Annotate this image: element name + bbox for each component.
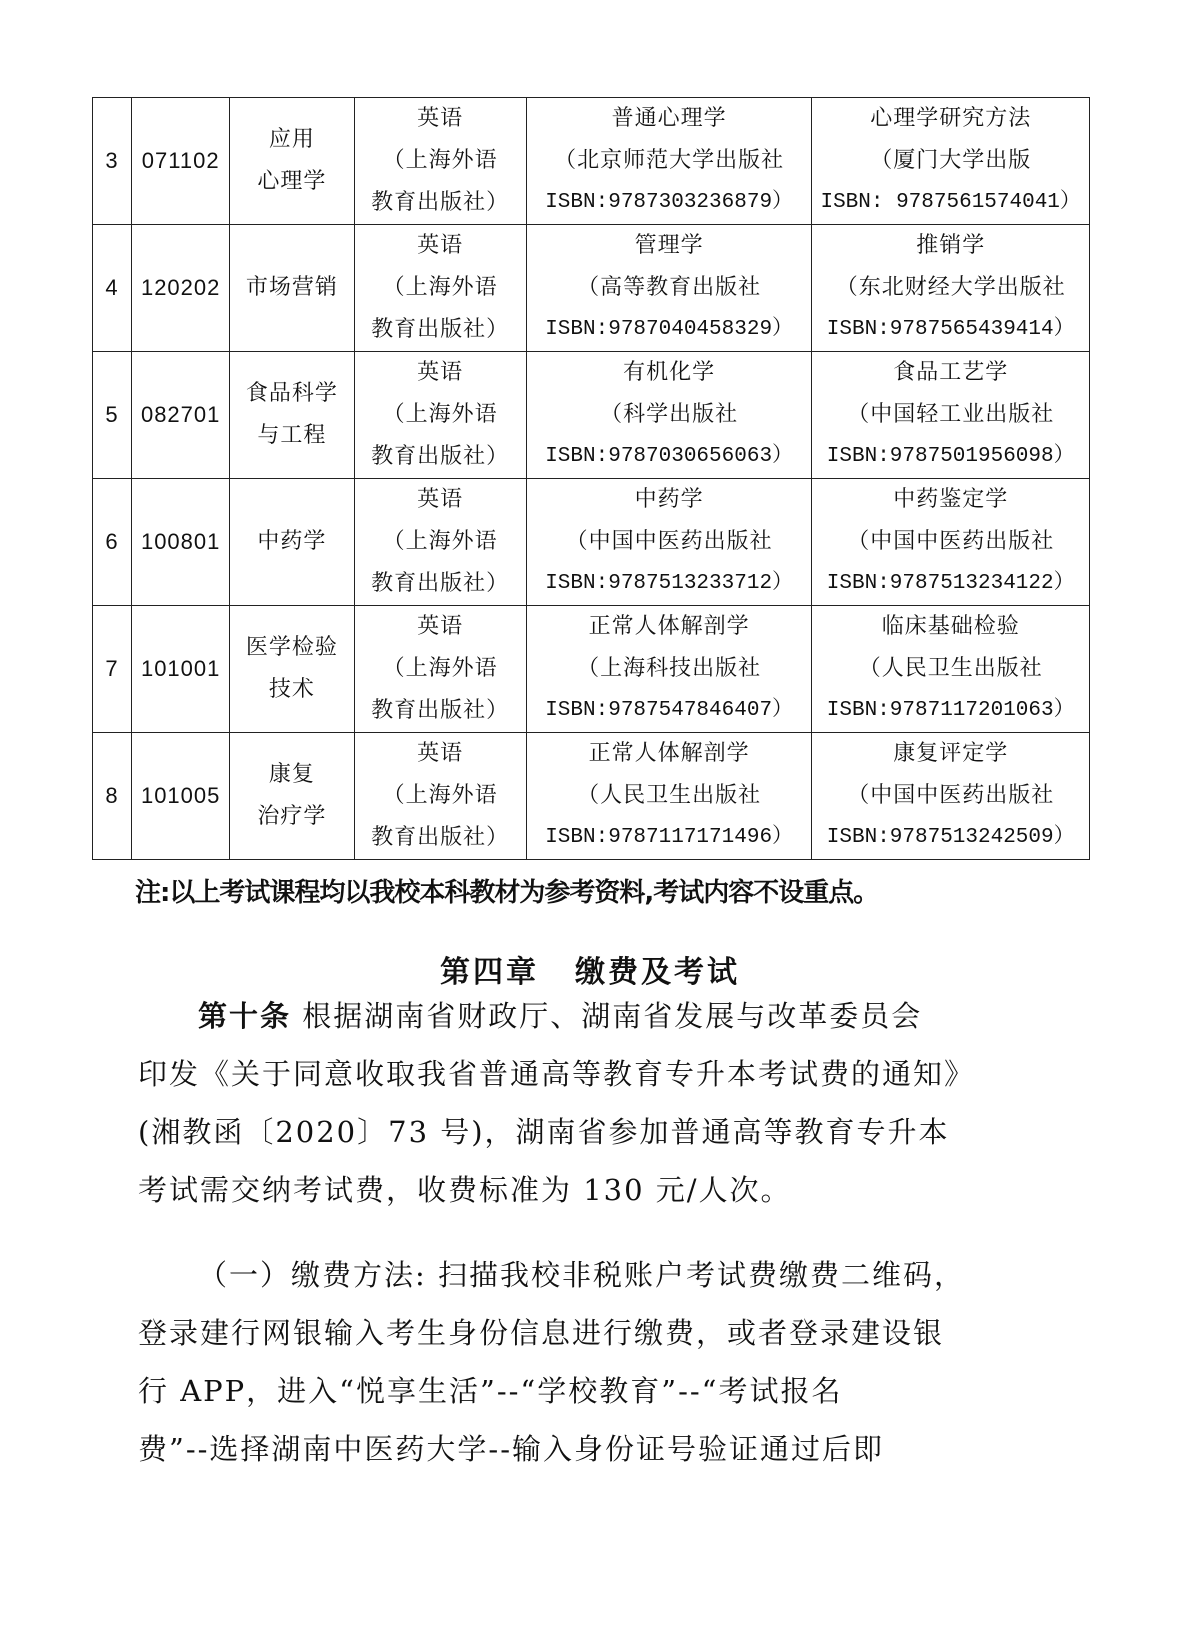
major-code-cell: 101005 xyxy=(132,733,230,860)
cell-text-line: ISBN:9787501956098） xyxy=(826,445,1075,468)
cell-text-line: ISBN: 9787561574041） xyxy=(820,191,1081,214)
table-row xyxy=(93,98,1090,225)
table-row xyxy=(93,733,1090,860)
cell-text-line: 临床基础检验 xyxy=(881,614,1020,639)
cell-text-line: ISBN:9787117201063） xyxy=(826,699,1075,722)
cell-text-line: ISBN:9787565439414） xyxy=(826,318,1075,341)
cell-text-line: ISBN:9787117171496） xyxy=(545,826,794,849)
cell-text-line: ISBN:9787513233712） xyxy=(545,572,794,595)
chapter-heading xyxy=(0,947,1180,991)
cell-text-line: （中国中医药出版社 xyxy=(847,529,1055,554)
cell-text-line: ISBN:9787513242509） xyxy=(826,826,1075,849)
row-number-cell: 5 xyxy=(93,352,132,479)
article-label: 第十条 xyxy=(198,999,292,1033)
course-2-cell xyxy=(526,225,812,352)
chapter-title: 缴费及考试 xyxy=(575,955,740,990)
cell-text-line: 普通心理学 xyxy=(611,106,727,131)
cell-text-line: 市场营销 xyxy=(245,275,338,300)
cell-text-line: 中药学 xyxy=(634,487,704,512)
cell-text-line: 中药学 xyxy=(257,529,327,554)
payment-line-3: 行 APP，进入“悦享生活”--“学校教育”--“考试报名 xyxy=(138,1374,843,1408)
payment-line-4: 费”--选择湖南中医药大学--输入身份证号验证通过后即 xyxy=(138,1432,885,1466)
payment-line-1: （一）缴费方法: 扫描我校非税账户考试费缴费二维码， xyxy=(198,1258,965,1292)
article-10-text-1: 根据湖南省财政厅、湖南省发展与改革委员会 xyxy=(302,999,923,1033)
course-table xyxy=(92,97,1090,860)
course-1-cell xyxy=(354,98,526,225)
cell-text-line: （上海外语 xyxy=(382,656,498,681)
row-number-cell: 3 xyxy=(93,98,132,225)
chapter-number: 第四章 xyxy=(440,955,539,990)
course-2-cell xyxy=(526,352,812,479)
table-row xyxy=(93,225,1090,352)
cell-text-line: 英语 xyxy=(417,360,464,385)
cell-text-line: 康复评定学 xyxy=(893,741,1009,766)
cell-text-line: 教育出版社） xyxy=(371,317,510,342)
cell-text-line: 有机化学 xyxy=(623,360,716,385)
cell-text-line: （东北财经大学出版社 xyxy=(835,275,1066,300)
payment-method-paragraph xyxy=(138,1246,1018,1478)
cell-text-line: （上海外语 xyxy=(382,783,498,808)
major-name-cell xyxy=(230,225,354,352)
cell-text-line: 教育出版社） xyxy=(371,190,510,215)
course-3-cell xyxy=(812,225,1090,352)
cell-text-line: 康复 xyxy=(268,762,315,787)
major-name-cell xyxy=(230,98,354,225)
cell-text-line: 正常人体解剖学 xyxy=(588,614,750,639)
cell-text-line: ISBN:9787030656063） xyxy=(545,445,794,468)
course-2-cell xyxy=(526,98,812,225)
article-10-line-1 xyxy=(138,987,1018,1045)
course-1-cell xyxy=(354,225,526,352)
row-number-cell: 4 xyxy=(93,225,132,352)
article-10-line-3: (湘教函〔2020〕73 号)，湖南省参加普通高等教育专升本 xyxy=(138,1115,950,1149)
course-table-body xyxy=(93,98,1090,860)
cell-text-line: ISBN:9787513234122） xyxy=(826,572,1075,595)
row-number-cell: 8 xyxy=(93,733,132,860)
cell-text-line: 与工程 xyxy=(257,423,327,448)
cell-text-line: 应用 xyxy=(268,127,315,152)
course-2-cell xyxy=(526,479,812,606)
cell-text-line: （科学出版社 xyxy=(600,402,739,427)
cell-text-line: 英语 xyxy=(417,614,464,639)
table-note: 注:以上考试课程均以我校本科教材为参考资料,考试内容不设重点。 xyxy=(135,878,879,908)
row-number-cell: 6 xyxy=(93,479,132,606)
cell-text-line: 管理学 xyxy=(634,233,704,258)
payment-line-2: 登录建行网银输入考生身份信息进行缴费，或者登录建设银 xyxy=(138,1316,945,1350)
course-1-cell xyxy=(354,606,526,733)
major-name-cell xyxy=(230,479,354,606)
major-code-cell: 082701 xyxy=(132,352,230,479)
cell-text-line: （中国中医药出版社 xyxy=(847,783,1055,808)
cell-text-line: 医学检验 xyxy=(245,635,338,660)
cell-text-line: 心理学 xyxy=(257,169,327,194)
course-2-cell xyxy=(526,606,812,733)
cell-text-line: 教育出版社） xyxy=(371,571,510,596)
cell-text-line: 教育出版社） xyxy=(371,698,510,723)
cell-text-line: 英语 xyxy=(417,106,464,131)
course-2-cell xyxy=(526,733,812,860)
cell-text-line: 技术 xyxy=(268,677,315,702)
cell-text-line: 正常人体解剖学 xyxy=(588,741,750,766)
cell-text-line: （厦门大学出版 xyxy=(870,148,1032,173)
article-10-line-4: 考试需交纳考试费，收费标准为 130 元/人次。 xyxy=(138,1173,792,1207)
cell-text-line: （上海外语 xyxy=(382,402,498,427)
cell-text-line: ISBN:9787040458329） xyxy=(545,318,794,341)
cell-text-line: 治疗学 xyxy=(257,804,327,829)
course-3-cell xyxy=(812,98,1090,225)
major-code-cell: 100801 xyxy=(132,479,230,606)
cell-text-line: （中国轻工业出版社 xyxy=(847,402,1055,427)
article-10-paragraph xyxy=(138,987,1018,1219)
cell-text-line: （人民卫生出版社 xyxy=(577,783,762,808)
cell-text-line: （人民卫生出版社 xyxy=(858,656,1043,681)
cell-text-line: 心理学研究方法 xyxy=(870,106,1032,131)
cell-text-line: ISBN:9787547846407） xyxy=(545,699,794,722)
major-name-cell xyxy=(230,606,354,733)
cell-text-line: 教育出版社） xyxy=(371,825,510,850)
major-name-cell xyxy=(230,352,354,479)
cell-text-line: （中国中医药出版社 xyxy=(565,529,773,554)
cell-text-line: ISBN:9787303236879） xyxy=(545,191,794,214)
cell-text-line: （高等教育出版社 xyxy=(577,275,762,300)
table-row xyxy=(93,606,1090,733)
major-name-cell xyxy=(230,733,354,860)
course-3-cell xyxy=(812,733,1090,860)
cell-text-line: （上海外语 xyxy=(382,529,498,554)
cell-text-line: （上海外语 xyxy=(382,148,498,173)
article-10-line-2: 印发《关于同意收取我省普通高等教育专升本考试费的通知》 xyxy=(138,1057,976,1091)
course-3-cell xyxy=(812,606,1090,733)
cell-text-line: 推销学 xyxy=(916,233,986,258)
cell-text-line: （上海外语 xyxy=(382,275,498,300)
course-3-cell xyxy=(812,479,1090,606)
cell-text-line: 英语 xyxy=(417,741,464,766)
cell-text-line: 英语 xyxy=(417,233,464,258)
cell-text-line: 食品科学 xyxy=(245,381,338,406)
cell-text-line: 中药鉴定学 xyxy=(893,487,1009,512)
row-number-cell: 7 xyxy=(93,606,132,733)
major-code-cell: 071102 xyxy=(132,98,230,225)
major-code-cell: 120202 xyxy=(132,225,230,352)
table-row xyxy=(93,479,1090,606)
cell-text-line: 英语 xyxy=(417,487,464,512)
major-code-cell: 101001 xyxy=(132,606,230,733)
course-1-cell xyxy=(354,479,526,606)
cell-text-line: （上海科技出版社 xyxy=(577,656,762,681)
course-1-cell xyxy=(354,352,526,479)
cell-text-line: 教育出版社） xyxy=(371,444,510,469)
cell-text-line: （北京师范大学出版社 xyxy=(554,148,785,173)
course-table-container xyxy=(92,97,1090,860)
course-1-cell xyxy=(354,733,526,860)
course-3-cell xyxy=(812,352,1090,479)
table-row xyxy=(93,352,1090,479)
cell-text-line: 食品工艺学 xyxy=(893,360,1009,385)
